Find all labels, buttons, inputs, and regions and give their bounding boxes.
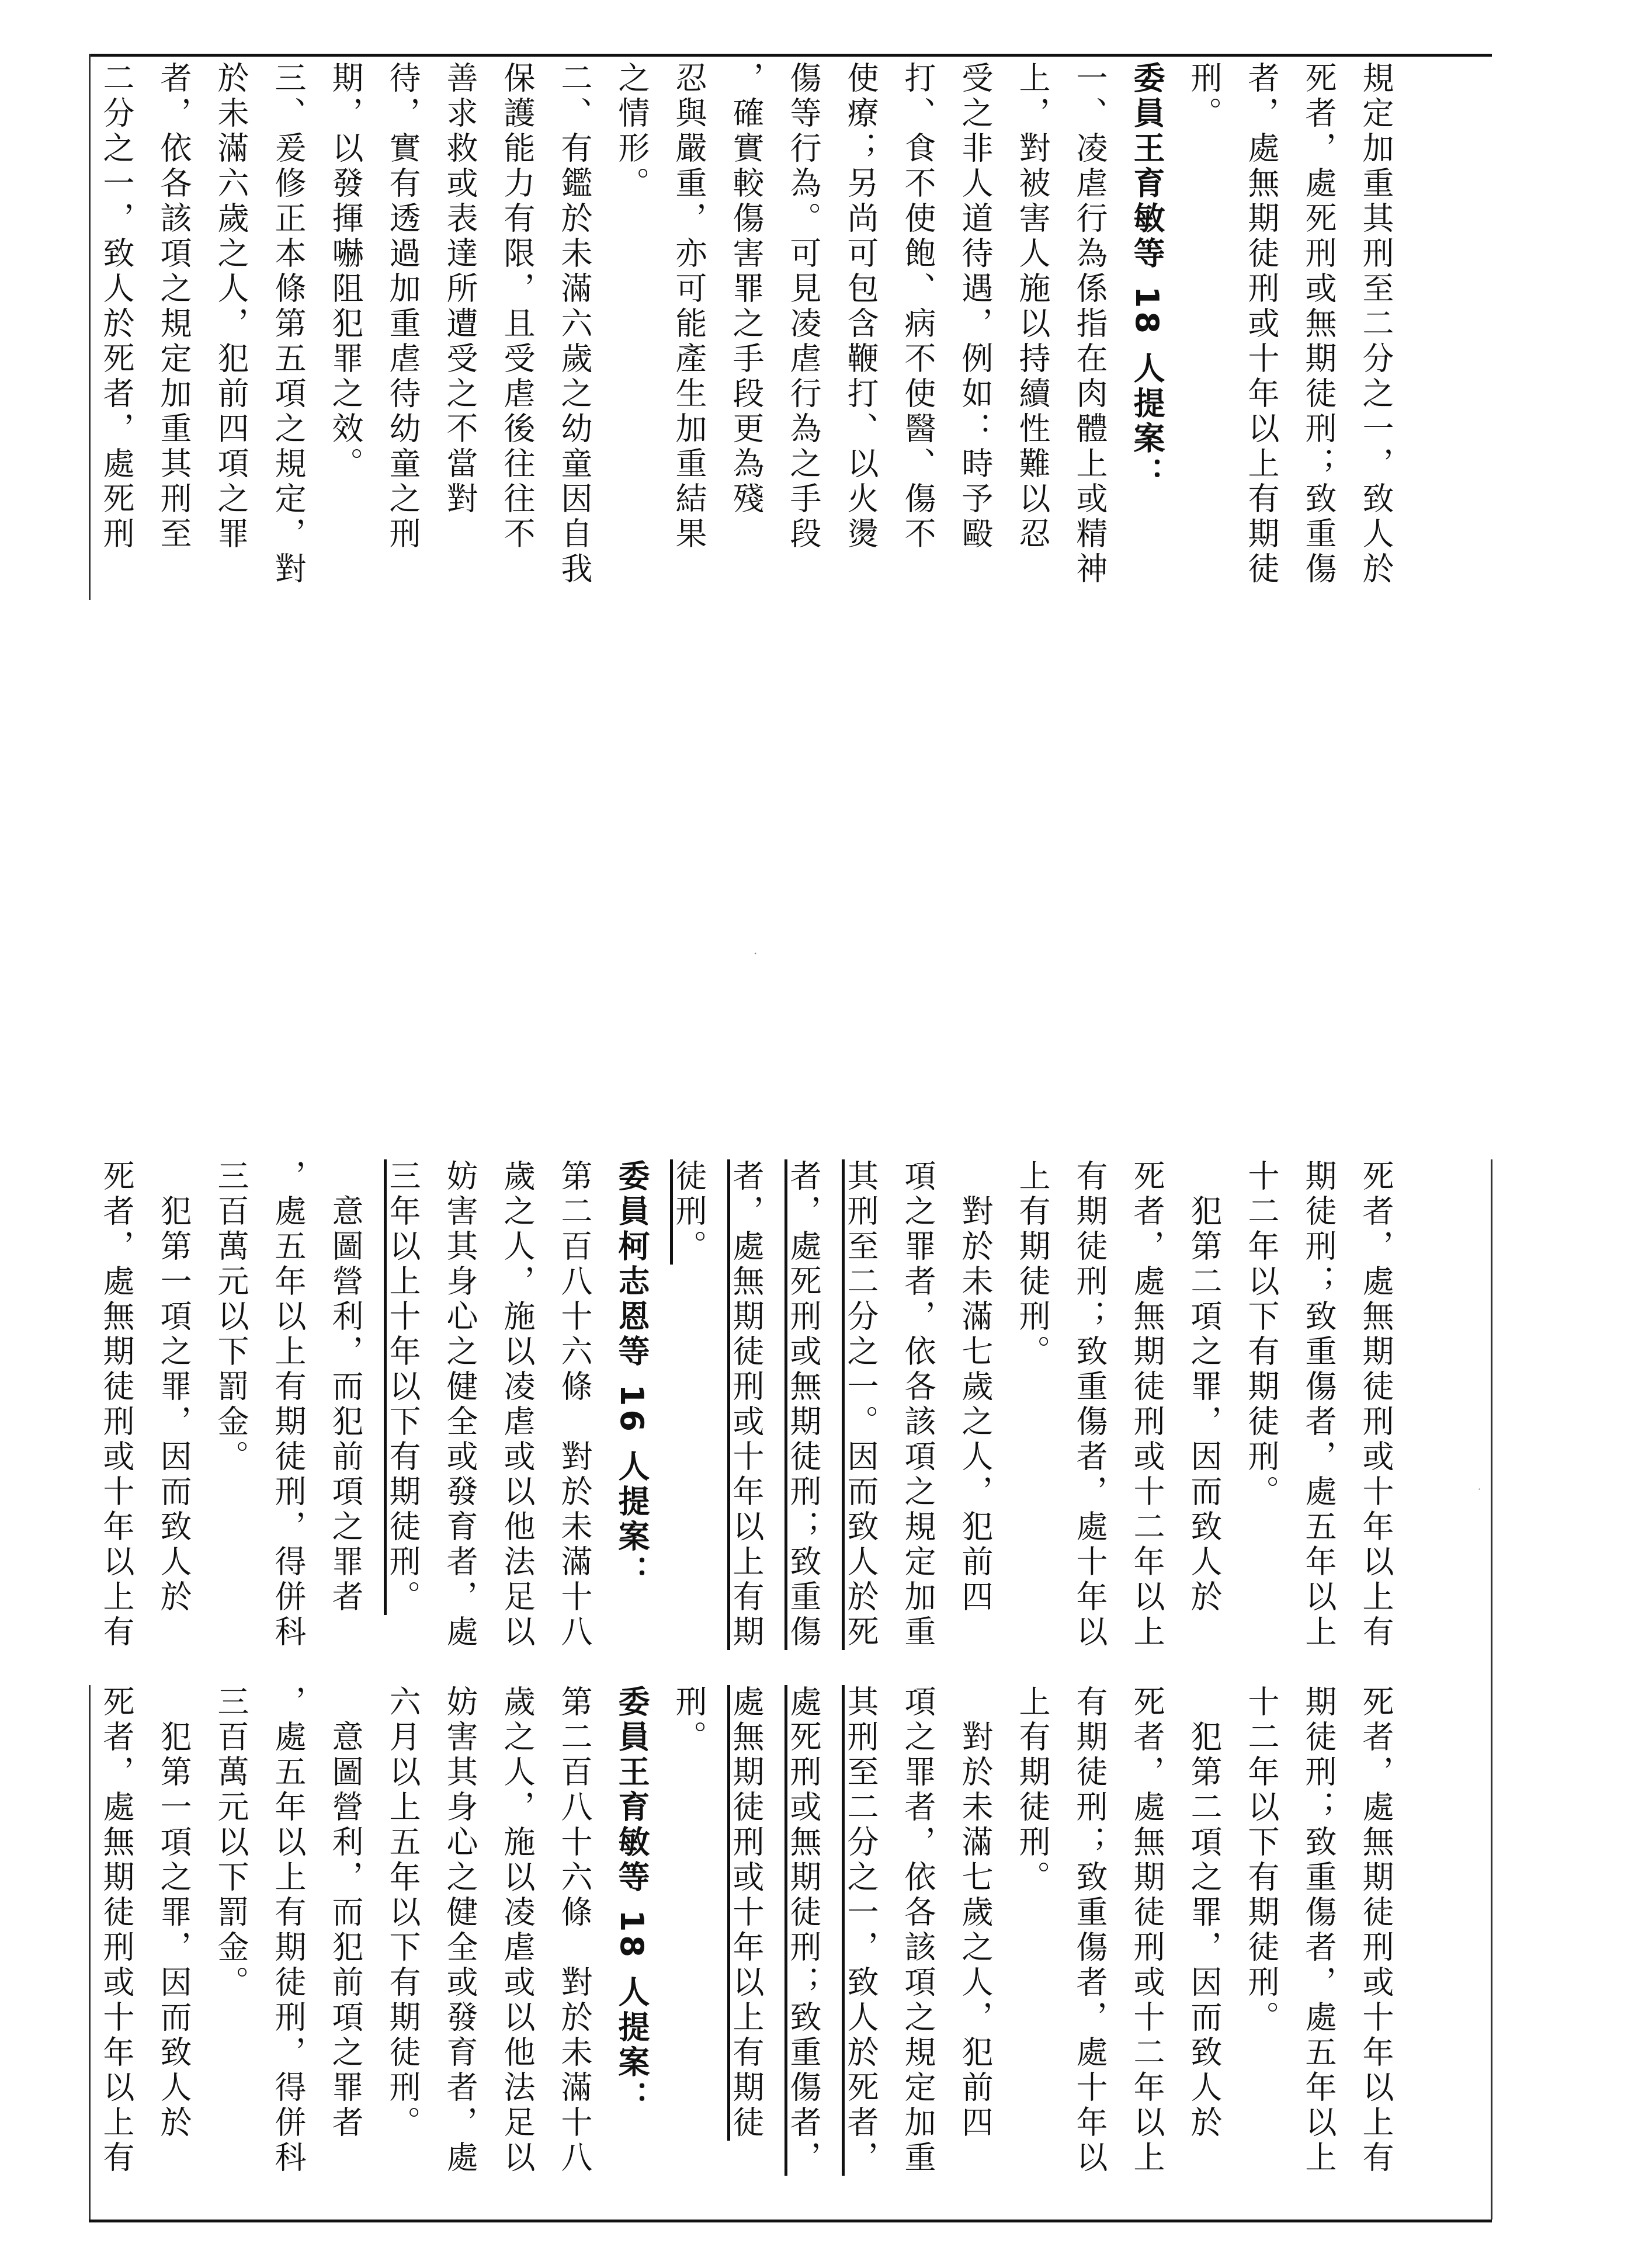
column-separator-right	[1491, 1159, 1492, 2220]
text-line: ，處五年以上有期徒刑，得併科	[270, 1685, 307, 2176]
text-column-explanation	[88, 61, 1404, 587]
text-line-underlined: 者，處無期徒刑或十年以上有期	[728, 1159, 765, 1650]
text-line: 項之罪者，依各該項之規定加重	[900, 1159, 936, 1650]
text-column-bottom	[88, 1685, 1404, 2211]
text-line: 妨害其身心之健全或發育者，處	[442, 1159, 478, 1650]
text-line: 忍與嚴重，亦可能產生加重結果	[671, 61, 707, 552]
text-line: 犯第一項之罪，因而致人於	[155, 1159, 192, 1615]
text-line: 死者，處無期徒刑或十年以上有	[98, 1685, 135, 2176]
text-line: 十二年以下有期徒刑。	[1243, 1685, 1280, 2036]
text-line: 對於未滿七歲之人，犯前四	[957, 1685, 994, 2141]
text-line: 歲之人，施以凌虐或以他法足以	[499, 1159, 536, 1650]
text-line: 使療；另尚可包含鞭打、以火燙	[842, 61, 879, 552]
text-line-underlined: 處無期徒刑或十年以上有期徒	[728, 1685, 765, 2141]
text-line: 待，實有透過加重虐待幼童之刑	[384, 61, 421, 552]
text-line: 二、有鑑於未滿六歲之幼童因自我	[556, 61, 593, 587]
text-line: 項之罪者，依各該項之規定加重	[900, 1685, 936, 2176]
text-line: 犯第二項之罪，因而致人於	[1186, 1685, 1223, 2141]
scan-speck: ·	[754, 946, 758, 960]
text-line: 死者，處死刑或無期徒刑；致重傷	[1300, 61, 1337, 587]
text-line: 期徒刑；致重傷者，處五年以上	[1300, 1685, 1337, 2176]
text-line: 保護能力有限，且受虐後往往不	[499, 61, 536, 552]
top-border-rule	[89, 54, 1492, 57]
text-line: 歲之人，施以凌虐或以他法足以	[499, 1685, 536, 2176]
text-line: 妨害其身心之健全或發育者，處	[442, 1685, 478, 2176]
text-line: 一、凌虐行為係指在肉體上或精神	[1071, 61, 1108, 587]
text-line: 第二百八十六條 對於未滿十八	[556, 1685, 593, 2176]
text-line: 有期徒刑；致重傷者，處十年以	[1071, 1685, 1108, 2176]
text-line: 刑。	[1186, 61, 1223, 131]
text-line: 刑。	[671, 1685, 707, 1755]
text-line: ，處五年以上有期徒刑，得併科	[270, 1159, 307, 1650]
bottom-border-rule	[89, 2220, 1492, 2222]
text-line: 者，處無期徒刑或十年以上有期徒	[1243, 61, 1280, 587]
text-line: 上有期徒刑。	[1014, 1685, 1051, 1895]
text-line: 三百萬元以下罰金。	[213, 1159, 249, 1475]
text-line: 規定加重其刑至二分之一，致人於	[1358, 61, 1394, 587]
text-line: 三百萬元以下罰金。	[213, 1685, 249, 2000]
text-line: 善求救或表達所遭受之不當對	[442, 61, 478, 517]
text-line: 死者，處無期徒刑或十二年以上	[1129, 1159, 1165, 1650]
text-line: 期徒刑；致重傷者，處五年以上	[1300, 1159, 1337, 1650]
text-line: 死者，處無期徒刑或十二年以上	[1129, 1685, 1165, 2176]
text-line: 受之非人道待遇，例如：時予毆	[957, 61, 994, 552]
text-line: 傷等行為。可見凌虐行為之手段	[785, 61, 822, 552]
text-line-underlined: 其刑至二分之一，致人於死者，	[842, 1685, 879, 2176]
text-line: 期，以發揮嚇阻犯罪之效。	[327, 61, 364, 482]
text-line: 第二百八十六條 對於未滿十八	[556, 1159, 593, 1650]
text-line: 死者，處無期徒刑或十年以上有	[1358, 1159, 1394, 1650]
text-line: 三、爰修正本條第五項之規定，對	[270, 61, 307, 587]
text-line: 二分之一，致人於死者，處死刑	[98, 61, 135, 552]
text-line: 死者，處無期徒刑或十年以上有	[1358, 1685, 1394, 2176]
text-line: 有期徒刑；致重傷者，處十年以	[1071, 1159, 1108, 1650]
text-line: 犯第一項之罪，因而致人於	[155, 1685, 192, 2141]
text-line: 者，依各該項之規定加重其刑至	[155, 61, 192, 552]
text-line: 犯第二項之罪，因而致人於	[1186, 1159, 1223, 1615]
proposal-heading: 委員王育敏等 18 人提案：	[613, 1685, 650, 2116]
text-line-underlined: 徒刑。	[671, 1159, 707, 1265]
proposal-heading: 委員王育敏等 18 人提案：	[1129, 61, 1165, 492]
text-line: 意圖營利，而犯前項之罪者	[327, 1159, 364, 1615]
text-line: 於未滿六歲之人，犯前四項之罪	[213, 61, 249, 552]
text-line: 六月以上五年以下有期徒刑。	[384, 1685, 421, 2141]
text-line: 十二年以下有期徒刑。	[1243, 1159, 1280, 1510]
text-line: 對於未滿七歲之人，犯前四	[957, 1159, 994, 1615]
text-line: 打、食不使飽、病不使醫、傷不	[900, 61, 936, 552]
scan-speck: ·	[1478, 1484, 1481, 1495]
text-line: ，確實較傷害罪之手段更為殘	[728, 61, 765, 517]
text-line: 之情形。	[613, 61, 650, 202]
text-line: 上有期徒刑。	[1014, 1159, 1051, 1370]
text-line-underlined: 者，處死刑或無期徒刑；致重傷	[785, 1159, 822, 1650]
text-line: 死者，處無期徒刑或十年以上有	[98, 1159, 135, 1650]
text-line: 上，對被害人施以持續性難以忍	[1014, 61, 1051, 552]
proposal-heading: 委員柯志恩等 16 人提案：	[613, 1159, 650, 1590]
text-line: 意圖營利，而犯前項之罪者	[327, 1685, 364, 2141]
text-line-underlined: 處死刑或無期徒刑；致重傷者，	[785, 1685, 822, 2176]
text-line-underlined: 其刑至二分之一。因而致人於死	[842, 1159, 879, 1650]
text-column-middle	[88, 1159, 1404, 1685]
text-line-underlined: 三年以上十年以下有期徒刑。	[384, 1159, 421, 1615]
